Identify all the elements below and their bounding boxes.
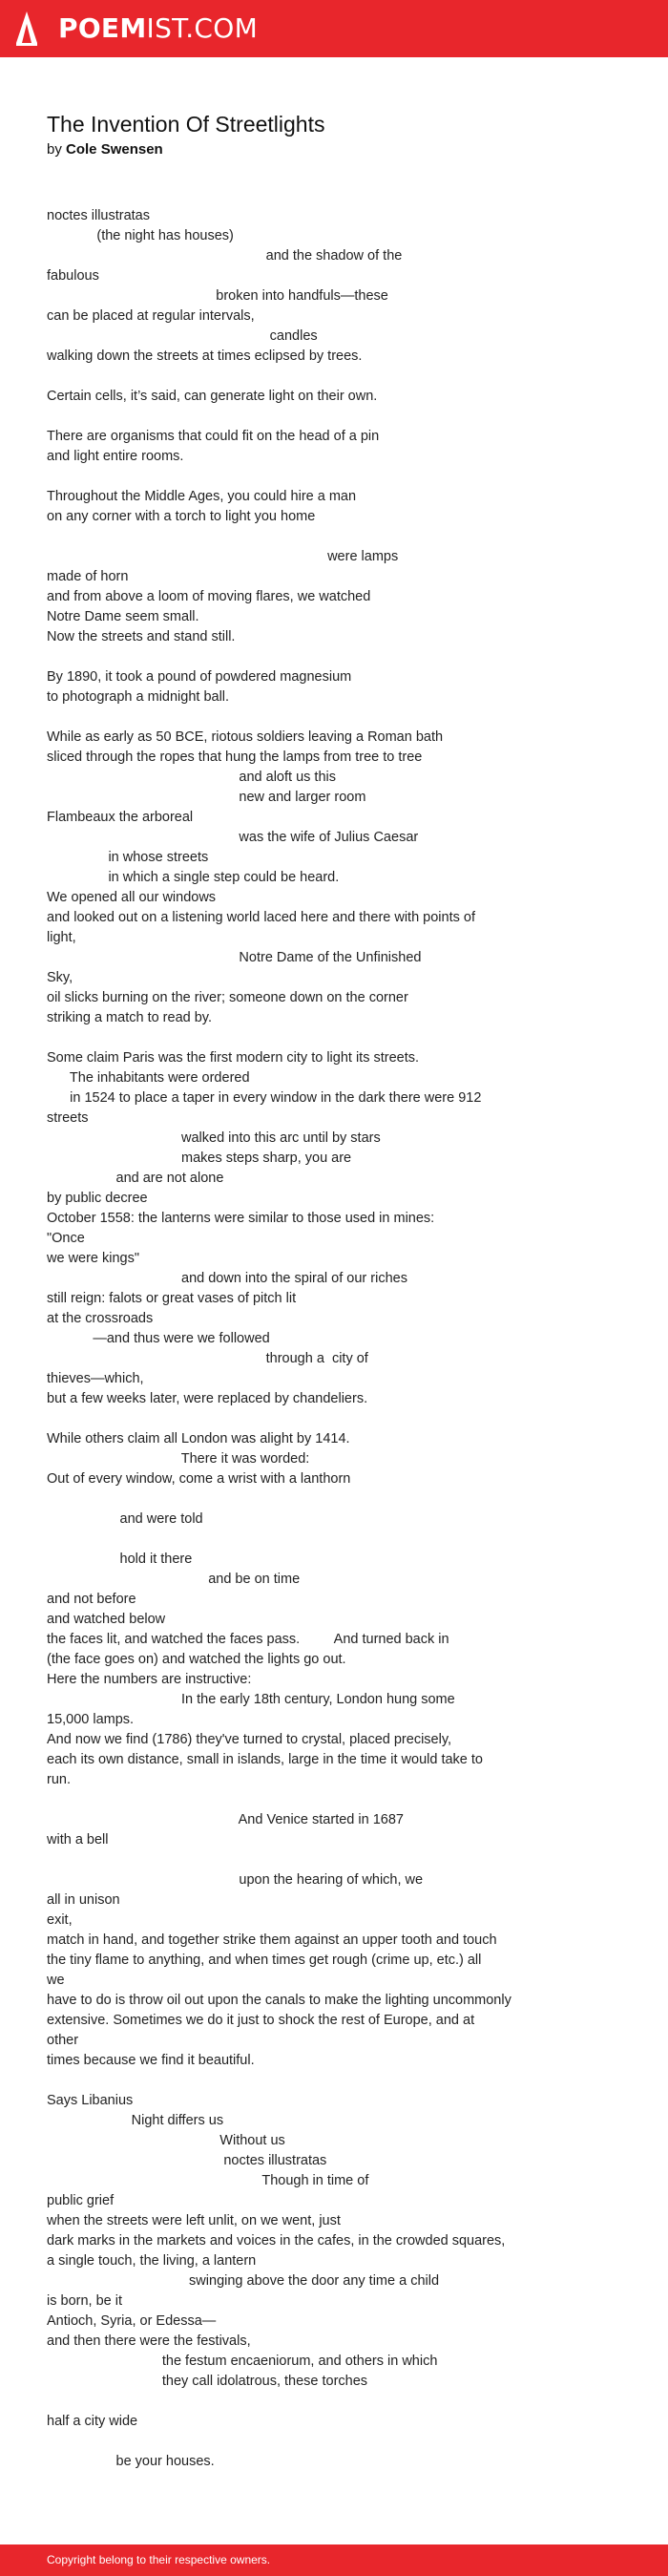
poem-line: on any corner with a torch to light you home [47, 509, 316, 524]
poem-line [47, 2392, 638, 2412]
poem-line: through a city of [47, 1351, 368, 1366]
poem-line: be your houses. [47, 2454, 215, 2469]
poem-line: Says Libanius [47, 2093, 134, 2108]
poem-line: was the wife of Julius Caesar [47, 830, 419, 845]
poem-line: By 1890, it took a pound of powdered magnesium [47, 669, 352, 685]
poem-line: and light entire rooms. [47, 449, 184, 464]
poem-line: (the night has houses) [47, 228, 234, 243]
poem-line: exit, [47, 1912, 73, 1928]
poem-author[interactable]: Cole Swensen [66, 141, 163, 158]
poem-line: new and larger room [47, 790, 366, 805]
poem-line: we [47, 1973, 65, 1988]
poem-line: the festum encaeniorum, and others in which [47, 2354, 438, 2369]
poem-line: —and thus were we followed [47, 1331, 270, 1346]
poem-line: to photograph a midnight ball. [47, 689, 230, 705]
poem-line: the faces lit, and watched the faces pass. And turned back in [47, 1632, 449, 1647]
copyright-notice: Copyright belong to their respective owners. [47, 2553, 271, 2566]
poem-line: Without us [47, 2133, 285, 2148]
poem-line: noctes illustratas [47, 208, 150, 223]
poem-line: Night differs us [47, 2113, 224, 2128]
poem-line: candles [47, 328, 318, 344]
poem-line: and down into the spiral of our riches [47, 1271, 407, 1286]
poem-line: And now we find (1786) they've turned to crystal, placed precisely, [47, 1732, 452, 1747]
poem-line: swinging above the door any time a child [47, 2273, 440, 2289]
poem-line: were lamps [47, 549, 399, 564]
poem-line: Out of every window, come a wrist with a lanthorn [47, 1471, 351, 1487]
poem-line: Antioch, Syria, or Edessa— [47, 2313, 217, 2329]
poem-line: when the streets were left unlit, on we went, just [47, 2213, 341, 2228]
poem-line: other [47, 2033, 79, 2048]
poem-line [47, 1028, 638, 1048]
site-logo[interactable] [58, 13, 258, 44]
poem-line: walked into this arc until by stars [47, 1130, 381, 1146]
site-footer [0, 2544, 668, 2576]
poem-line: and watched below [47, 1612, 166, 1627]
poem-line: all in unison [47, 1892, 120, 1908]
poem-line: There it was worded: [47, 1451, 310, 1467]
poem-line: half a city wide [47, 2414, 138, 2429]
poem-line: by public decree [47, 1191, 148, 1206]
poem-line [47, 1790, 638, 1810]
poem-line: they call idolatrous, these torches [47, 2374, 368, 2389]
poem-line: upon the hearing of which, we [47, 1872, 424, 1888]
poem-line [47, 707, 638, 728]
poem-line: Flambeaux the arboreal [47, 810, 194, 825]
poem-line: broken into handfuls—these [47, 288, 388, 304]
poem-line: and are not alone [47, 1171, 224, 1186]
poem-line: and aloft us this [47, 770, 336, 785]
poem-line [47, 367, 638, 387]
poem-title: The Invention Of Streetlights [47, 112, 325, 137]
poem-line [47, 1850, 638, 1870]
poem-line: noctes illustratas [47, 2153, 327, 2168]
poem-line: oil slicks burning on the river; someone down on the corner [47, 990, 408, 1005]
poem-line: made of horn [47, 569, 129, 584]
poem-line: with a bell [47, 1832, 109, 1848]
poem-line: we were kings" [47, 1251, 140, 1266]
poem-line: Sky, [47, 970, 73, 985]
poem-line: streets [47, 1110, 89, 1126]
poem-line: striking a match to read by. [47, 1010, 213, 1025]
logo-text-light: IST.COM [146, 12, 259, 44]
poem-line: light, [47, 930, 76, 945]
poem-line: match in hand, and together strike them against an upper tooth and touch [47, 1932, 497, 1948]
poem-line [47, 1489, 638, 1510]
poem-line: The inhabitants were ordered [47, 1070, 250, 1086]
poem-line: October 1558: the lanterns were similar to those used in mines: [47, 1211, 435, 1226]
poem-line: a single touch, the living, a lantern [47, 2253, 257, 2269]
poem-line: 15,000 lamps. [47, 1712, 135, 1727]
poem-line: fabulous [47, 268, 99, 284]
poem-line [47, 647, 638, 667]
poem-line: In the early 18th century, London hung some [47, 1692, 455, 1707]
poem-line [47, 467, 638, 487]
poem-line: Now the streets and stand still. [47, 629, 236, 644]
poem-line: in which a single step could be heard. [47, 870, 340, 885]
poem-line: extensive. Sometimes we do it just to shock the rest of Europe, and at [47, 2013, 475, 2028]
poem-line: Notre Dame of the Unfinished [47, 950, 422, 965]
poem-line [47, 527, 638, 547]
poem-line [47, 2071, 638, 2091]
poem-line: and were told [47, 1511, 203, 1527]
logo-text-strong: POEM [58, 12, 147, 44]
poem-line: Some claim Paris was the first modern city to light its streets. [47, 1050, 420, 1066]
poem-line: and looked out on a listening world laced here and there with points of [47, 910, 475, 925]
poem-line: at the crossroads [47, 1311, 154, 1326]
poem-line [47, 1530, 638, 1550]
poem-body [47, 206, 638, 2472]
poem-line: in 1524 to place a taper in every window in the dark there were 912 [47, 1090, 482, 1106]
poem-line: dark marks in the markets and voices in the cafes, in the crowded squares, [47, 2233, 506, 2249]
poem-line: makes steps sharp, you are [47, 1151, 352, 1166]
poem-line [47, 407, 638, 427]
poem-line: run. [47, 1772, 71, 1787]
poem-byline [47, 140, 163, 159]
poem-line [47, 1409, 638, 1429]
byline-prefix: by [47, 141, 62, 158]
poem-line: times because we find it beautiful. [47, 2053, 255, 2068]
poem-line: We opened all our windows [47, 890, 217, 905]
poem-line: and be on time [47, 1572, 301, 1587]
poem-line: sliced through the ropes that hung the lamps from tree to tree [47, 750, 423, 765]
poem-line: hold it there [47, 1552, 193, 1567]
poem-line: Throughout the Middle Ages, you could hire a man [47, 489, 357, 504]
poem-line: the tiny flame to anything, and when times get rough (crime up, etc.) all [47, 1953, 482, 1968]
site-header [0, 0, 668, 57]
poem-line: public grief [47, 2193, 115, 2208]
poem-line: While as early as 50 BCE, riotous soldiers leaving a Roman bath [47, 729, 444, 745]
poem-line: Notre Dame seem small. [47, 609, 199, 624]
poem-line: While others claim all London was alight by 1414. [47, 1431, 350, 1446]
poem-line: is born, be it [47, 2293, 122, 2309]
poem-line: still reign: falots or great vases of pitch lit [47, 1291, 297, 1306]
poem-line: and not before [47, 1592, 136, 1607]
poem-line: "Once [47, 1231, 85, 1246]
poem-line: and then there were the festivals, [47, 2333, 251, 2349]
poem-line: have to do is throw oil out upon the canals to make the lighting uncommonly [47, 1993, 511, 2008]
poem-line: walking down the streets at times eclipsed by trees. [47, 348, 363, 364]
poem-line: And Venice started in 1687 [47, 1812, 404, 1827]
poem-line: Here the numbers are instructive: [47, 1672, 252, 1687]
poem-line: There are organisms that could fit on the head of a pin [47, 429, 380, 444]
poem-line: can be placed at regular intervals, [47, 308, 255, 324]
poem-line: but a few weeks later, were replaced by chandeliers. [47, 1391, 368, 1406]
poem-line: thieves—which, [47, 1371, 144, 1386]
poem-line: and the shadow of the [47, 248, 403, 264]
poem-line: in whose streets [47, 850, 209, 865]
pen-nib-icon[interactable] [15, 11, 38, 47]
poem-line [47, 2432, 638, 2452]
poem-line: Certain cells, it’s said, can generate light on their own. [47, 389, 378, 404]
poem-line: (the face goes on) and watched the lights go out. [47, 1652, 346, 1667]
poem-line: Though in time of [47, 2173, 369, 2188]
poem-line: each its own distance, small in islands, large in the time it would take to [47, 1752, 483, 1767]
poem-line: and from above a loom of moving flares, we watched [47, 589, 371, 604]
